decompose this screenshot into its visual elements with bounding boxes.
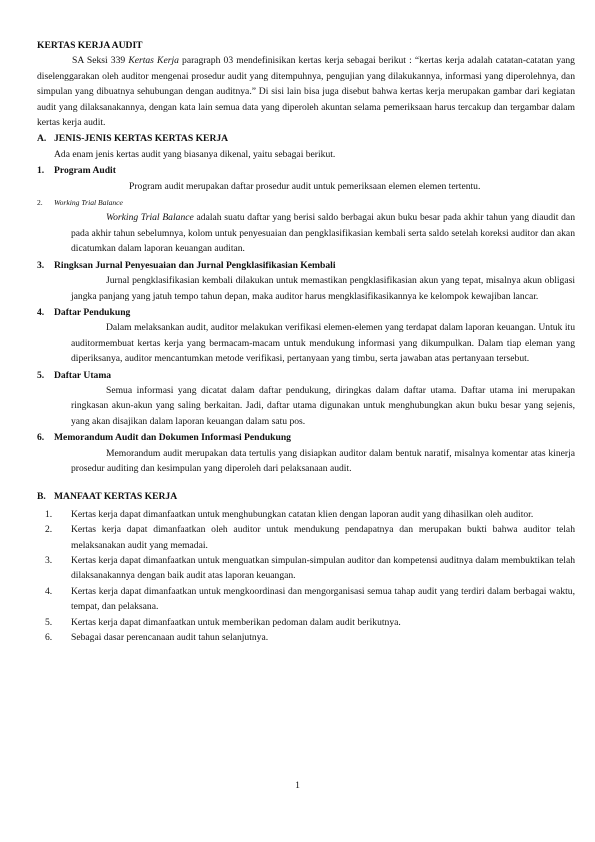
list-item-body: Dalam melaksankan audit, auditor melakukan verifikasi elemen-elemen yang terdapat dalam laporan keuangan. Untuk itu auditormembuat kertas kerja yang bermacam-macam untuk mendukung informasi yang dikumpulkan. Dalam tiap eleman yang diperiksanya, auditor mencantumkan metode verifikasi, pertanyaan yang timbu, serta jawaban atas pertanyaan tersebut. — [71, 322, 575, 365]
spacer — [37, 476, 575, 488]
list-item-body: Working Trial Balance adalah suatu daftar yang berisi saldo berbagai akun buku besar pada akhir tahun yang diaudit dan pada akhir tahun sebelumnya, kolom untuk penyesuaian dan pengklasifikasian kembali serta saldo setelah koreksi auditor dan akan dicatumkan dalam laporan keuangan auditan. — [71, 212, 575, 255]
document-page — [37, 38, 575, 645]
list-item: 2. Kertas kerja dapat dimanfaatkan oleh auditor untuk mendukung pendapatnya dan merupakan bukti bahwa auditor telah melaksanakan audit yang memadai. — [45, 524, 575, 551]
list-item-body: Jurnal pengklasifikasian kembali dilakukan untuk memastikan pengklasifikasian akun yang tepat, misalnya akun obligasi jangka panjang yang jatuh tempo tahun depan, maka auditor harus mengklasifikasikannya ke kelompok kewajiban lancar. — [71, 275, 575, 302]
list-item: 6. Sebagai dasar perencanaan audit tahun selanjutnya. — [45, 632, 269, 644]
list-item-heading: 4. Daftar Pendukung — [37, 306, 131, 318]
document-title: KERTAS KERJA AUDIT — [37, 40, 143, 51]
list-item-body: Memorandum audit merupakan data tertulis yang disiapkan auditor dalam bentuk naratif, misalnya komentar atas kinerja prosedur auditing dan kesimpulan yang diperoleh dari pelaksanaan audit. — [71, 447, 575, 474]
list-item-body: Semua informasi yang dicatat dalam daftar pendukung, diringkas dalam daftar utama. Daftar utama ini merupakan ringkasan akun-akun yang saling berkaitan. Jadi, daftar utama digunakan untuk menghubungkan akun buku besar yang sejenis, yang akan disajikan dalam laporan keuangan dalam satu pos. — [71, 384, 575, 427]
list-item: 5. Kertas kerja dapat dimanfaatkan untuk memberikan pedoman dalam audit berikutnya. — [45, 616, 401, 628]
intro-paragraph: SA Seksi 339 Kertas Kerja paragraph 03 mendefinisikan kertas kerja sebagai berikut : “kertas kerja adalah catatan-catatan yang diselenggarakan oleh auditor mengenai prosedur audit yang ditempuhnya, pengujian yang dilakukannya, informasi yang diperolehnya, dan simpulan yang dibuatnya sehubungan dengan auditnya.” Di sisi lain bisa juga disebut bahwa kertas kerja merupakan gambar dari kegiatan audit yang dilaksanakannya, dengan kata lain semua data yang diperoleh akuntan selama pemeriksaan harus tercakup dan tergambar dalam kertas kerja audit. — [37, 55, 575, 129]
page-number: 1 — [295, 780, 300, 791]
list-item-body: Program audit merupakan daftar prosedur audit untuk pemeriksaan elemen elemen tertentu. — [129, 180, 481, 192]
list-item: 3. Kertas kerja dapat dimanfaatkan untuk menguatkan simpulan-simpulan auditor dan kompetensi auditnya dalam membuktikan telah dilaksanakannya dengan baik audit atas laporan keuangan. — [45, 555, 575, 582]
list-item-heading: 2. Working Trial Balance — [37, 198, 123, 208]
section-a-heading: A. JENIS-JENIS KERTAS KERTAS KERJA — [37, 133, 229, 145]
list-item-heading: 1. Program Audit — [37, 165, 116, 177]
section-b-heading: B. MANFAAT KERTAS KERJA — [37, 491, 178, 503]
list-item-heading: 6. Memorandum Audit dan Dokumen Informasi Pendukung — [37, 432, 291, 444]
section-b-list — [37, 507, 575, 646]
list-item-heading: 3. Ringksan Jurnal Penyesuaian dan Jurnal Pengklasifikasian Kembali — [37, 259, 336, 271]
section-a-lead: Ada enam jenis kertas audit yang biasanya dikenal, yaitu sebagai berikut. — [54, 148, 336, 160]
list-item: 1. Kertas kerja dapat dimanfaatkan untuk menghubungkan catatan klien dengan laporan audit yang dihasilkan oleh auditor. — [45, 508, 534, 520]
list-item-heading: 5. Daftar Utama — [37, 369, 112, 381]
list-item: 4. Kertas kerja dapat dimanfaatkan untuk mengkoordinasi dan mengorganisasi semua tahap audit yang terdiri dalam berbagai waktu, tempat, dan pelaksana. — [45, 585, 575, 613]
